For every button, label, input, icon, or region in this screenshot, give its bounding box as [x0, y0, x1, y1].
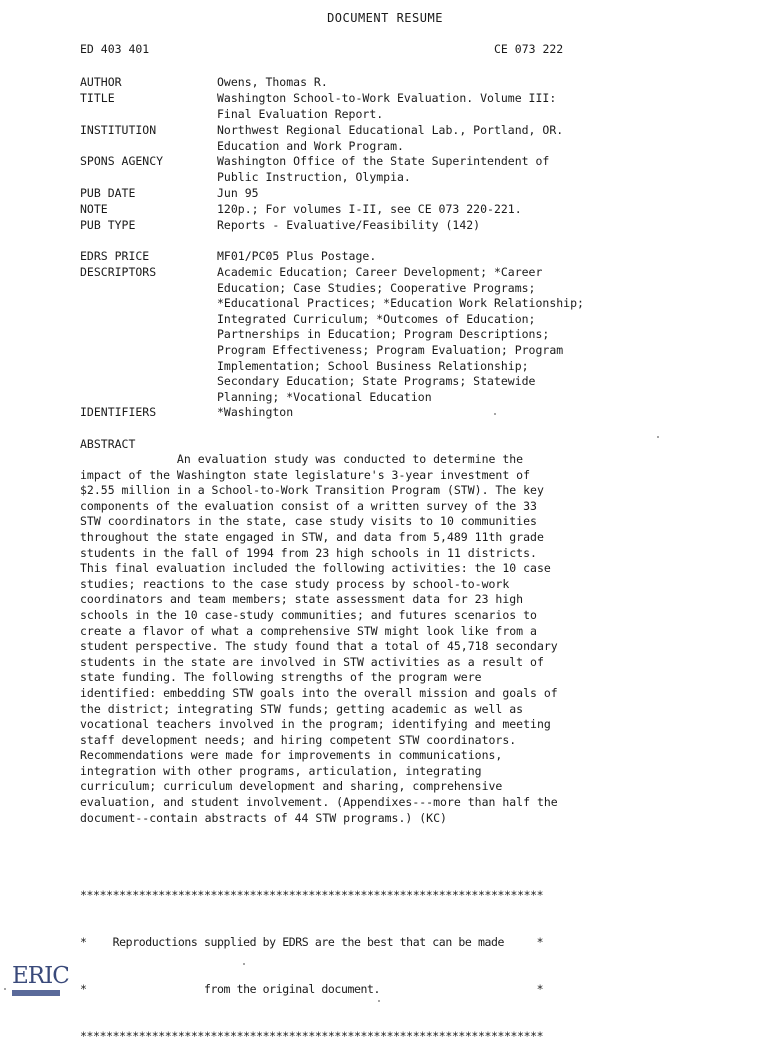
field-value-institution: Education and Work Program.: [217, 138, 404, 153]
abstract-line: impact of the Washington state legislature's 3-year investment of: [80, 467, 531, 482]
field-label-pub-date: PUB DATE: [80, 186, 136, 200]
abstract-line: evaluation, and student involvement. (Appendixes---more than half the: [80, 795, 558, 810]
field-value-edrs-price: MF01/PC05 Plus Postage.: [217, 249, 377, 263]
field-value-descriptors: Academic Education; Career Development; *Career: [217, 265, 543, 279]
field-label-title: TITLE: [80, 91, 115, 105]
abstract-line: staff development needs; and hiring competent STW coordinators.: [80, 732, 517, 747]
abstract-line: curriculum; curriculum development and sharing, comprehensive: [80, 779, 503, 794]
ed-number: ED 403 401: [80, 42, 150, 56]
eric-logo-tagline-bar: [12, 990, 60, 996]
field-label-pub-type: PUB TYPE: [80, 218, 136, 232]
abstract-line: state funding. The following strengths of the program were: [80, 670, 482, 685]
field-value-descriptors: Education; Case Studies; Cooperative Programs;: [217, 280, 536, 295]
abstract-line: throughout the state engaged in STW, and data from 5,489 11th grade: [80, 529, 544, 544]
abstract-line: Recommendations were made for improvements in communications,: [80, 748, 503, 763]
reproduction-line-2: * from the original document. *: [80, 981, 544, 996]
abstract-line: studies; reactions to the case study process by school-to-work: [80, 576, 510, 591]
abstract-line: coordinators and team members; state assessment data for 23 high: [80, 592, 524, 607]
field-value-author: Owens, Thomas R.: [217, 75, 328, 89]
field-value-identifiers: *Washington: [217, 405, 294, 419]
field-value-descriptors: Program Effectiveness; Program Evaluation; Program: [217, 343, 564, 357]
field-label-descriptors: DESCRIPTORS: [80, 265, 157, 279]
field-value-pub-type: Reports - Evaluative/Feasibility (142): [217, 218, 481, 232]
abstract-line: schools in the 10 case-study communities; and futures scenarios to: [80, 607, 537, 622]
abstract-line: students in the fall of 1994 from 23 high schools in 11 districts.: [80, 545, 537, 560]
field-value-descriptors: Planning; *Vocational Education: [217, 389, 432, 404]
field-label-note: NOTE: [80, 202, 108, 216]
abstract-line: create a flavor of what a comprehensive STW might look like from a: [80, 623, 537, 638]
field-label-institution: INSTITUTION: [80, 123, 157, 137]
field-label-author: AUTHOR: [80, 75, 122, 89]
eric-logo-letters: ERIC: [12, 963, 69, 989]
field-value-sponsor: Washington Office of the State Superintendent of: [217, 154, 550, 168]
abstract-line: vocational teachers involved in the program; identifying and meeting: [80, 717, 551, 732]
abstract-body: [80, 452, 640, 826]
scan-speck: [494, 413, 496, 415]
field-value-title: Washington School-to-Work Evaluation. Volume III:: [217, 91, 557, 105]
abstract-label: ABSTRACT: [80, 437, 136, 451]
abstract-line: the district; integrating STW funds; getting academic as well as: [80, 701, 524, 716]
field-value-descriptors: Partnerships in Education; Program Descriptions;: [217, 327, 550, 342]
abstract-line: document--contain abstracts of 44 STW programs.) (KC): [80, 810, 447, 825]
scan-speck: [4, 988, 6, 990]
field-value-descriptors: Integrated Curriculum; *Outcomes of Education;: [217, 311, 536, 326]
abstract-line: components of the evaluation consist of a written survey of the 33: [80, 498, 537, 513]
field-value-descriptors: Implementation; School Business Relationship;: [217, 358, 529, 373]
abstract-line: $2.55 million in a School-to-Work Transition Program (STW). The key: [80, 483, 544, 498]
scan-speck: [243, 963, 245, 965]
abstract-line: student perspective. The study found that a total of 45,718 secondary: [80, 639, 558, 654]
eric-logo: [12, 963, 70, 1003]
field-value-institution: Northwest Regional Educational Lab., Portland, OR.: [217, 123, 564, 137]
scan-speck: [378, 1000, 380, 1002]
field-value-title: Final Evaluation Report.: [217, 106, 384, 121]
abstract-line: integration with other programs, articulation, integrating: [80, 763, 482, 778]
abstract-line: This final evaluation included the following activities: the 10 case: [80, 561, 551, 576]
field-value-sponsor: Public Instruction, Olympia.: [217, 169, 411, 184]
reproduction-line-1: * Reproductions supplied by EDRS are the best that can be made *: [80, 934, 544, 949]
star-border-bottom: ***********************************************************************: [80, 1028, 544, 1043]
abstract-line: identified: embedding STW goals into the overall mission and goals of: [80, 685, 558, 700]
field-value-descriptors: *Educational Practices; *Education Work Relationship;: [217, 296, 584, 311]
abstract-line: students in the state are involved in STW activities as a result of: [80, 654, 544, 669]
reproduction-notice: [80, 857, 645, 1060]
ce-number: CE 073 222: [494, 42, 564, 56]
field-value-descriptors: Secondary Education; State Programs; Statewide: [217, 374, 536, 389]
star-border-top: ***********************************************************************: [80, 888, 544, 903]
field-value-pub-date: Jun 95: [217, 186, 259, 200]
field-value-note: 120p.; For volumes I-II, see CE 073 220-221.: [217, 202, 522, 216]
abstract-line: An evaluation study was conducted to determine the: [80, 452, 524, 466]
document-title: DOCUMENT RESUME: [327, 11, 443, 25]
field-label-edrs-price: EDRS PRICE: [80, 249, 150, 263]
abstract-line: STW coordinators in the state, case study visits to 10 communities: [80, 514, 537, 529]
field-label-identifiers: IDENTIFIERS: [80, 405, 157, 419]
scan-speck: [657, 436, 659, 438]
field-label-sponsor: SPONS AGENCY: [80, 154, 164, 168]
